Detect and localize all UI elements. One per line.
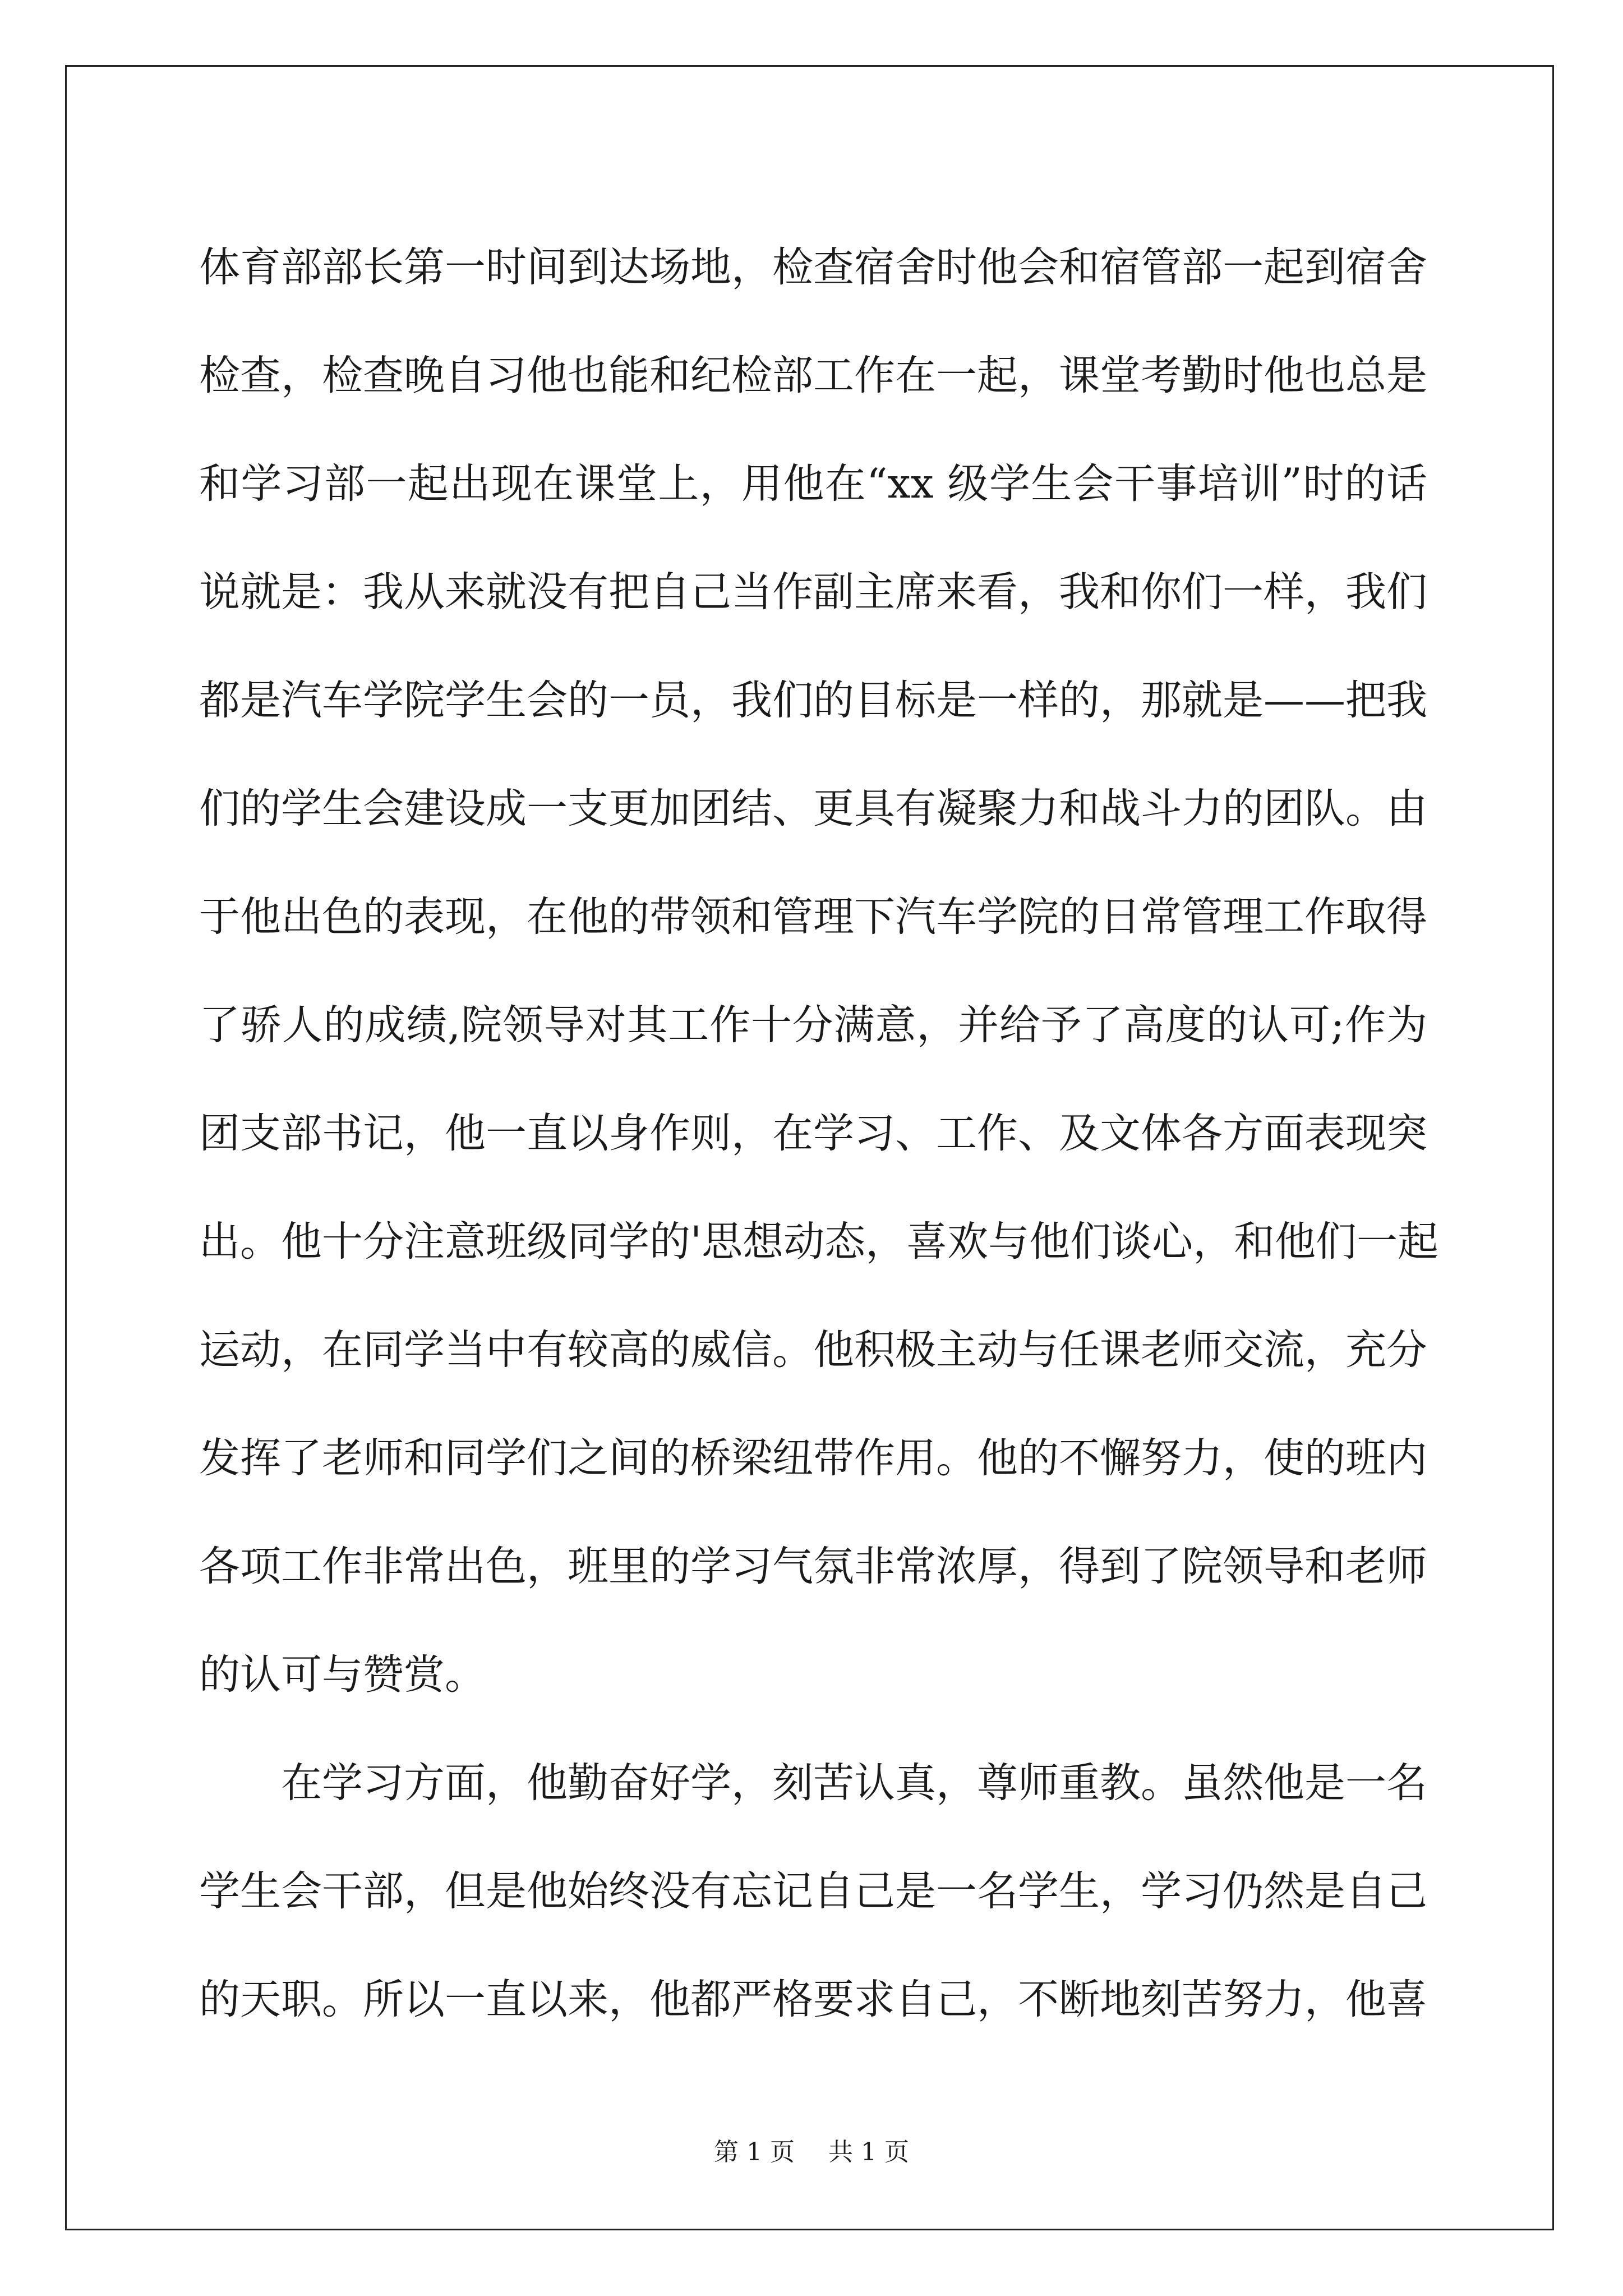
text-line: 发挥了老师和同学们之间的桥梁纽带作用。他的不懈努力，使的班内 xyxy=(199,1434,1427,1482)
text-line: 运动，在同学当中有较高的威信。他积极主动与任课老师交流，充分 xyxy=(199,1326,1427,1374)
text-line: 都是汽车学院学生会的一员，我们的目标是一样的，那就是——把我 xyxy=(199,677,1427,724)
text-line: 检查，检查晚自习他也能和纪检部工作在一起，课堂考勤时他也总是 xyxy=(199,352,1427,399)
text-line-paragraph-end: 的认可与赞赏。 xyxy=(199,1651,486,1699)
text-line: 说就是：我从来就没有把自己当作副主席来看，我和你们一样，我们 xyxy=(199,568,1427,616)
text-line: 的天职。所以一直以来，他都严格要求自己，不断地刻苦努力，他喜 xyxy=(199,1976,1427,2023)
text-line: 们的学生会建设成一支更加团结、更具有凝聚力和战斗力的团队。由 xyxy=(199,785,1427,832)
text-line: 各项工作非常出色，班里的学习气氛非常浓厚，得到了院领导和老师 xyxy=(199,1543,1427,1590)
text-line: 和学习部一起出现在课堂上，用他在“xx 级学生会干事培训”时的话 xyxy=(199,460,1427,508)
text-line: 体育部部长第一时间到达场地，检查宿舍时他会和宿管部一起到宿舍 xyxy=(199,243,1427,291)
text-line-paragraph-start: 在学习方面，他勤奋好学，刻苦认真，尊师重教。虽然他是一名 xyxy=(281,1759,1427,1807)
text-line: 出。他十分注意班级同学的'思想动态，喜欢与他们谈心，和他们一起 xyxy=(199,1218,1439,1266)
text-line: 团支部书记，他一直以身作则，在学习、工作、及文体各方面表现突 xyxy=(199,1110,1427,1157)
text-line: 学生会干部，但是他始终没有忘记自己是一名学生，学习仍然是自己 xyxy=(199,1867,1427,1915)
document-body xyxy=(199,213,1439,2054)
page-number: 第 1 页 xyxy=(714,2138,795,2166)
text-line: 于他出色的表现，在他的带领和管理下汽车学院的日常管理工作取得 xyxy=(199,893,1427,941)
page-footer xyxy=(0,2132,1623,2168)
total-pages: 共 1 页 xyxy=(828,2138,909,2166)
text-line: 了骄人的成绩,院领导对其工作十分满意，并给予了高度的认可;作为 xyxy=(199,1001,1427,1049)
